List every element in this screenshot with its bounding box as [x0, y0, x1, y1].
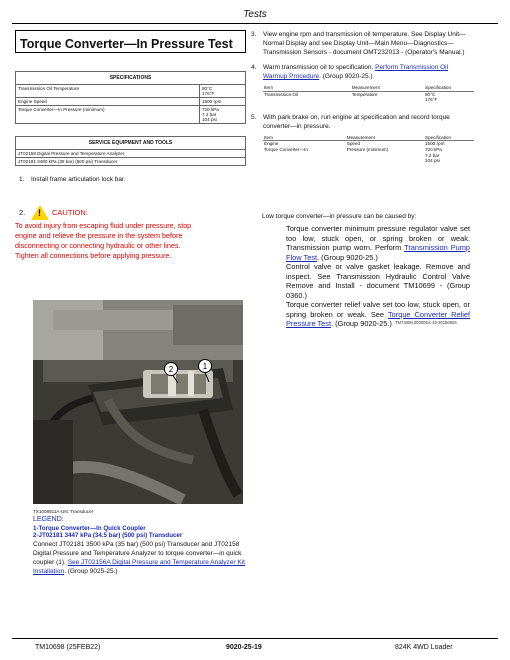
- step-4-spec-table: [263, 85, 474, 103]
- spec-label: Transmission Oil Temperature: [16, 85, 200, 98]
- connect-text-tail: . (Group 9025-25.): [64, 568, 118, 575]
- caution-line: To avoid injury from escaping fluid under pressure, stop: [15, 221, 192, 230]
- cause-3-text: Torque converter relief valve set too low, stuck open, or spring broken or weak. See: [286, 300, 470, 319]
- table-cell-item: Torque Converter—In: [264, 146, 308, 152]
- step-number: 1.: [19, 176, 25, 183]
- step-number: 2.: [19, 208, 26, 217]
- legend-title: LEGEND:: [33, 516, 64, 523]
- warning-triangle-icon: [31, 205, 49, 220]
- equipment-heading: SERVICE EQUIPMENT AND TOOLS: [16, 137, 246, 150]
- spec-line: 720 kPa: [425, 146, 442, 152]
- step-number: 5.: [251, 113, 257, 121]
- step-4-text: Warm transmission oil to specification.: [263, 64, 374, 71]
- connect-text: Connect JT02181 3500 kPa (35 bar) (500 psi) Transducer and JT02158 Digital Pressure and Temperature Analyzer to torque converter—in quick coupler (1).: [33, 541, 242, 566]
- col-header-specification: Specification: [424, 85, 474, 91]
- section-title: Torque Converter—In Pressure Test: [20, 37, 233, 51]
- step-number: 3.: [251, 31, 257, 38]
- step-4-tail: . (Group 9020-25.): [319, 73, 373, 80]
- col-header-item: Item: [263, 135, 346, 141]
- table-cell-spec: [424, 91, 474, 103]
- analyzer-kit-link[interactable]: See JT02156A Digital Pressure and Temperature Analyzer Kit Installation: [33, 559, 245, 575]
- step-text: With park brake on, run engine at specification and record torque converter—in pressure.: [263, 113, 450, 130]
- legend-item-1: 1-Torque Converter—In Quick Coupler: [33, 525, 146, 532]
- spec-line: 7.2 bar: [425, 152, 440, 158]
- step-number: 4.: [251, 64, 257, 71]
- oil-warmup-link[interactable]: Perform Transmission Oil Warmup Procedure: [263, 64, 449, 80]
- step-3: [251, 30, 474, 57]
- cause-1-text: Torque converter minimum pressure regulator valve set too low, stuck open, or spring broken or weak. Transmission pump worn. Perform: [286, 224, 470, 252]
- page-header-title: Tests: [243, 9, 267, 20]
- pump-flow-test-link[interactable]: Transmission Pump Flow Test: [286, 243, 470, 262]
- spec-line: 176°F: [425, 97, 438, 103]
- table-cell-measurement: Pressure (minimum): [346, 146, 389, 152]
- col-header-measurement: Measurement: [351, 85, 424, 91]
- caution-text: [15, 221, 246, 261]
- left-column: [15, 30, 246, 261]
- table-cell-measurement: Temperature: [351, 91, 378, 97]
- footer-rule: [12, 638, 498, 639]
- caution-line: disconnecting or connecting hydraulic or other lines.: [15, 241, 181, 250]
- causes-list: [286, 224, 470, 329]
- equipment-row: JT02181 3400 kPa (35 bar) (500 psi) Transducer: [16, 158, 246, 166]
- caution-line: Tighten all connections before applying pressure.: [15, 251, 172, 260]
- col-header-item: Item: [263, 85, 351, 91]
- spec-value: 1500 rpm: [200, 98, 246, 106]
- spec-label: Engine Speed: [16, 98, 200, 106]
- connect-instruction: [33, 540, 245, 576]
- footer-manual-id: TM10698 (25FEB22): [35, 644, 101, 651]
- cause-3-tail: . (Group 9020-25.): [331, 319, 392, 328]
- footer-machine-model: 824K 4WD Loader: [395, 644, 453, 651]
- cause-1-tail: . (Group 9020-25.): [317, 252, 378, 262]
- spec-value: [200, 85, 246, 98]
- specifications-table: [15, 71, 246, 124]
- step-5-spec-table: [263, 135, 474, 164]
- spec-line: 104 psi: [425, 158, 440, 164]
- spec-value-line: 176°F: [202, 91, 215, 96]
- callout-1: 1: [202, 362, 208, 371]
- equipment-table: [15, 136, 246, 166]
- table-cell-item: Engine: [264, 141, 279, 147]
- equipment-row: JT02158 Digital Pressure and Temperature Analyzer: [16, 150, 246, 158]
- relief-pressure-test-link[interactable]: Torque Converter Relief Pressure Test: [286, 309, 470, 328]
- document-reference: TM73008,000005A-19-20180925: [395, 320, 457, 325]
- cause-1: [286, 224, 470, 262]
- right-column: [251, 30, 474, 164]
- caution-block: [15, 205, 246, 261]
- step-text: View engine rpm and transmission oil temperature. See Display Unit—Normal Display and see Display Unit—Main Menu—Diagnostics—Transmission Sensors - document OMT232013 - (Operator's Manual.): [263, 31, 466, 56]
- footer-page-number: 9020-25-19: [226, 644, 262, 651]
- legend-item-2: 2-JT02181 3447 kPa (34.5 bar) (500 psi) Transducer: [33, 532, 183, 539]
- figure-caption: TX1008811A-UN: Transducer: [33, 509, 94, 514]
- table-cell-spec: 1500 rpm: [425, 141, 445, 147]
- spec-value-line: 80°C: [202, 86, 213, 91]
- cause-2: Control valve or valve gasket leakage. Remove and inspect. See Transmission Hydraulic Control Valve Remove and Install - document TM10699 - (Group 0360.): [286, 262, 470, 300]
- causes-heading: Low torque converter—in pressure can be caused by:: [262, 213, 417, 220]
- caution-line: engine and relieve the pressure in the system before: [15, 231, 183, 240]
- transducer-photo: [33, 300, 243, 504]
- step-4: [251, 63, 474, 81]
- step-1: [15, 176, 246, 183]
- photo-illustration: [33, 300, 243, 504]
- spec-value-line: 104 psi: [202, 117, 217, 122]
- spec-line: 80°C: [425, 91, 436, 97]
- specifications-heading: SPECIFICATIONS: [16, 72, 246, 85]
- spec-value: [200, 106, 246, 124]
- table-cell-spec: [424, 147, 474, 164]
- table-cell-item: Transmission Oil: [264, 91, 299, 97]
- step-text: Install frame articulation lock bar.: [31, 176, 126, 183]
- col-header-measurement: Measurement: [346, 135, 424, 141]
- callout-2: 2: [168, 365, 174, 374]
- step-text: [263, 63, 474, 81]
- caution-word: CAUTION:: [52, 208, 88, 217]
- spec-value-line: 720 kPa: [202, 107, 219, 112]
- col-header-specification: Specification: [424, 135, 474, 141]
- section-title-box: [15, 30, 246, 53]
- spec-value-line: 7.2 bar: [202, 112, 217, 117]
- header-rule: [12, 23, 498, 24]
- table-cell-measurement: Speed: [346, 141, 361, 147]
- step-5: [251, 113, 474, 131]
- spec-label: Torque Converter—In Pressure (minimum): [16, 106, 200, 124]
